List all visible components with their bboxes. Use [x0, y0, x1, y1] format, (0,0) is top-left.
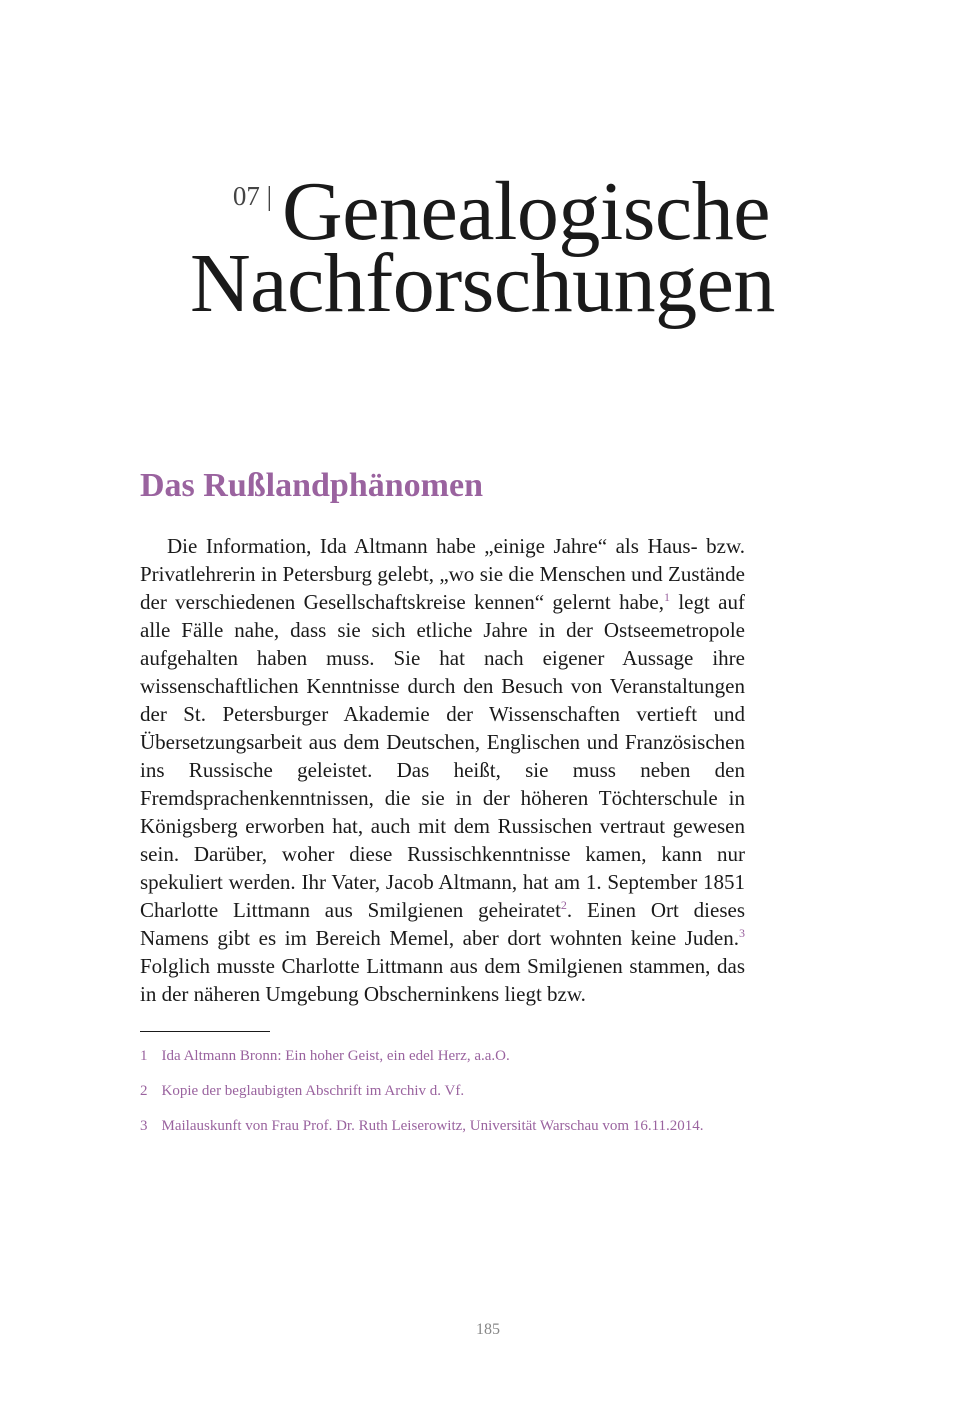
chapter-title-line-2: Nachforschungen — [190, 237, 775, 330]
page-number: 185 — [476, 1321, 500, 1338]
body-paragraph — [140, 532, 745, 1008]
chapter-number — [233, 181, 272, 211]
footnote-number: 1 — [140, 1048, 148, 1064]
footnote-ref-3[interactable]: 3 — [739, 926, 745, 940]
footnote-item — [140, 1046, 745, 1067]
footnote-separator — [140, 1031, 270, 1032]
chapter-separator: | — [266, 181, 273, 211]
footnote-number: 3 — [140, 1118, 148, 1134]
footnote-ref-2[interactable]: 2 — [560, 898, 567, 912]
footnote-text: Mailauskunft von Frau Prof. Dr. Ruth Leiserowitz, Universität Warschau vom 16.11.2014. — [161, 1118, 704, 1134]
chapter-heading — [190, 160, 775, 330]
section-title: Das Rußlandphänomen — [140, 467, 483, 504]
body-text-part-1: Die Information, Ida Altmann habe „einige Jahre“ als Haus- bzw. Privatlehrerin in Petersburg gelebt, „wo sie die Menschen und Zustände der verschiedenen Gesellschaftskreise kennen“ gelernt habe, — [140, 534, 745, 614]
body-text-part-4: Folglich musste Charlotte Littmann aus dem Smilgienen stammen, das in der näheren Umgebung Obscherninkens liegt bzw. — [140, 954, 745, 1006]
chapter-title-text-1: Genealogische — [282, 165, 770, 258]
footnote-text: Kopie der beglaubigten Abschrift im Archiv d. Vf. — [161, 1083, 465, 1099]
body-text-part-2: legt auf alle Fälle nahe, dass sie sich etliche Jahre in der Ostseemetropole aufgehalten haben muss. Sie hat nach eigener Aussage ihre wissenschaftlichen Kenntnisse durch den Besuch von Veranstaltungen der St. Petersburger Akademie der Wissenschaften vertieft und Übersetzungsarbeit aus dem Deutschen, Englischen und Französischen ins Russische geleistet. Das heißt, sie muss neben den Fremdsprachenkenntnissen, die sie in der höheren Töchterschule in Königsberg erworben hat, auch mit dem Russischen vertraut gewesen sein. Darüber, woher diese Russischkenntnisse kamen, kann nur spekuliert werden. Ihr Vater, Jacob Altmann, hat am 1. September 1851 Charlotte Littmann aus Smilgienen geheiratet — [140, 590, 745, 922]
chapter-title-line-1 — [190, 160, 770, 258]
body-text-part-3: . Einen Ort dieses Namens gibt es im Bereich Memel, aber dort wohnten keine Juden. — [140, 898, 745, 950]
footnote-item — [140, 1116, 745, 1137]
footnote-text: Ida Altmann Bronn: Ein hoher Geist, ein edel Herz, a.a.O. — [161, 1048, 510, 1064]
footnote-ref-1[interactable]: 1 — [663, 590, 670, 604]
footnote-list — [140, 1046, 745, 1151]
footnote-item — [140, 1081, 745, 1102]
chapter-number-value: 07 — [232, 181, 260, 211]
footnote-number: 2 — [140, 1083, 148, 1099]
